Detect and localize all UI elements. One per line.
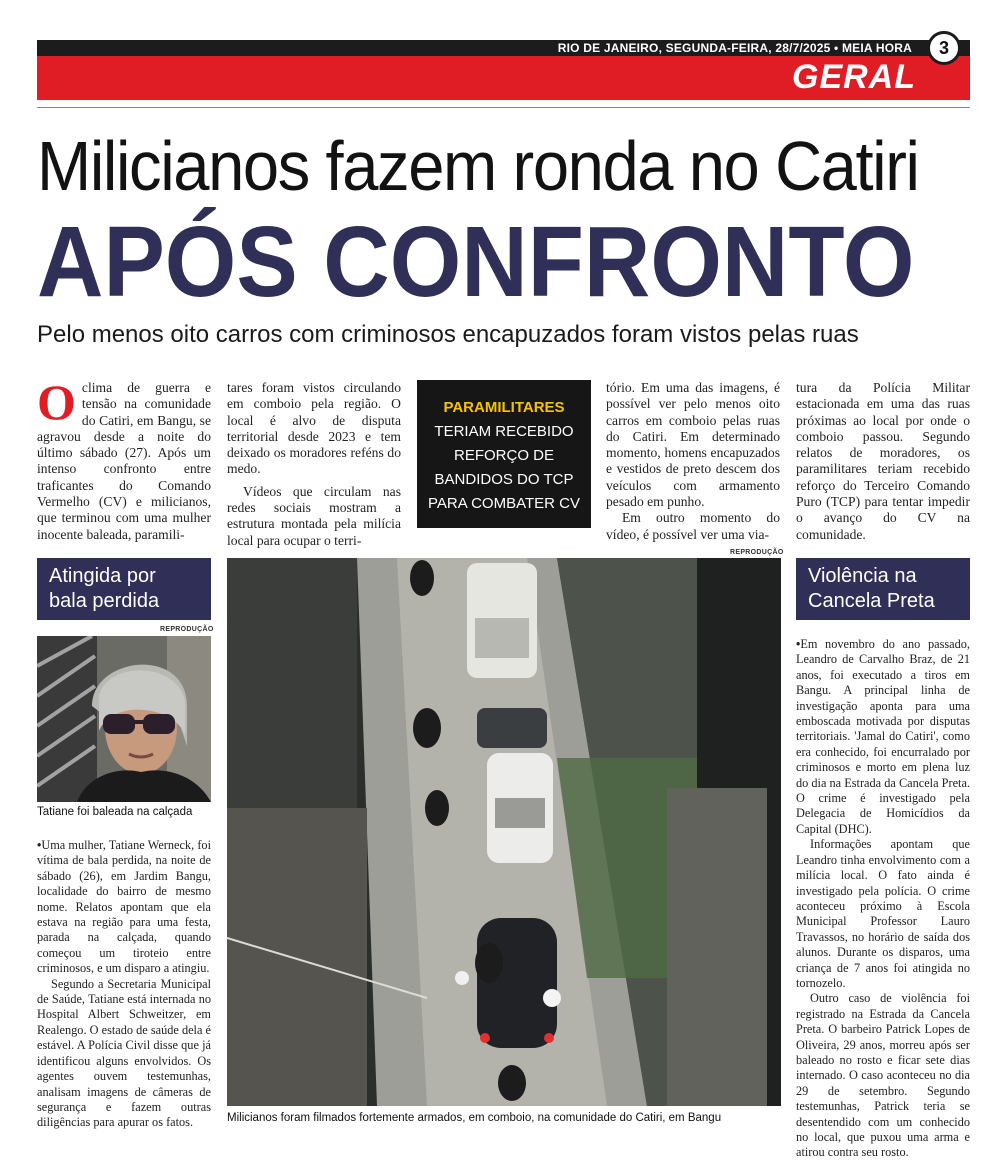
body-text: Informações apontam que Leandro tinha envolvimento com a milícia local. O fato ainda é investigado pela polícia. O crime aconteceu próximo à Escola Municipal Professor Lauro Travassos, no horário de saída dos alunos. Durante os disparos, uma criança de 7 anos foi atingida no tornozelo. — [796, 837, 970, 990]
bullet: • — [37, 838, 42, 852]
body-text: tares foram vistos circulando em comboio pela região. O local é alvo de disputa territorial desde 2023 e tem deixado os moradores reféns do medo. — [227, 380, 401, 477]
headline-line-1: Milicianos fazem ronda no Catiri — [37, 127, 919, 205]
sidebar-right-heading — [796, 558, 970, 620]
photo-credit: REPRODUÇÃO — [730, 549, 784, 556]
photo-caption: Tatiane foi baleada na calçada — [37, 806, 193, 818]
portrait-photo — [37, 636, 211, 802]
body-text: tura da Polícia Militar estacionada em uma das ruas próximas ao local por onde o comboio passou. Segundo relatos de moradores, os paramilitares teriam recebido reforço do Terceiro Comando Puro (TCP) para tentar impedir o avanço do CV na comunidade. — [796, 380, 970, 542]
section-bar — [37, 56, 970, 100]
portrait-image — [37, 636, 211, 802]
body-column-4 — [796, 380, 970, 543]
divider — [37, 107, 970, 108]
body-text: Segundo a Secretaria Municipal de Saúde, Tatiane está internada no Hospital Albert Schweitzer, em Realengo. O estado de saúde dela é estável. A Polícia Civil disse que já identificou alguns envolvidos. Os agentes ouvem testemunhas, analisam imagens de câmeras de segurança e fazem outras diligências para apurar os fatos. — [37, 976, 211, 1130]
sidebar-heading-line: Atingida por — [49, 565, 156, 587]
convoy-aerial-image — [227, 558, 781, 1106]
page-number: 3 — [927, 31, 961, 65]
sidebar-left-heading — [37, 558, 211, 620]
bullet: • — [796, 637, 801, 651]
sidebar-right-text — [796, 637, 970, 1161]
pull-quote — [417, 380, 591, 528]
body-text: Em novembro do ano passado, Leandro de Carvalho Braz, de 21 anos, foi executado a tiros em Bangu. A principal linha de investigação aponta para uma emboscada motivada por disputas territoriais. 'Jamal do Catiri', como era conhecido, foi encurralado por criminosos e morto em plena luz do dia na Estrada da Cancela Preta. O crime é investigado pela Delegacia de Homicídios da Capital (DHC). — [796, 637, 970, 836]
pull-quote-text: TERIAM RECEBIDO REFORÇO DE BANDIDOS DO TCP PARA COMBATER CV — [428, 423, 580, 512]
body-text: Em outro momento do vídeo, é possível ver uma via- — [606, 510, 780, 542]
body-column-1 — [37, 374, 211, 543]
body-text: Vídeos que circulam nas redes sociais mostram a estrutura montada pela milícia local para ocupar o terri- — [227, 483, 401, 548]
body-column-3 — [606, 380, 780, 543]
headline-line-2: APÓS CONFRONTO — [37, 206, 915, 318]
section-title: GERAL — [792, 58, 916, 96]
sidebar-heading-line: bala perdida — [49, 590, 160, 612]
body-column-2 — [227, 380, 401, 549]
masthead-bar — [37, 40, 970, 56]
body-text: clima de guerra e tensão na comunidade do Catiri, em Bangu, se agravou desde a noite do último sábado (27). Após um intenso confronto entre traficantes do Comando Vermelho (CV) e milicianos, que terminou com uma mulher inocente baleada, paramili- — [37, 380, 211, 542]
sidebar-heading-line: Violência na — [808, 565, 917, 587]
body-text: Uma mulher, Tatiane Werneck, foi vítima de bala perdida, na noite de sábado (26), em Jardim Bangu, localidade do bairro de mesmo nome. Relatos apontam que ela estava na região para uma festa, parada na calçada, quando começou um tiroteio entre criminosos, e um disparo a atingiu. — [37, 838, 211, 976]
sidebar-heading-line: Cancela Preta — [808, 590, 935, 612]
deck: Pelo menos oito carros com criminosos encapuzados foram vistos pelas ruas — [37, 321, 859, 348]
main-photo — [227, 558, 781, 1106]
body-text: tório. Em uma das imagens, é possível ver pelo menos oito carros em comboio pelas ruas do Catiri. Em determinado momento, homens encapuzados e vestidos de preto descem dos veículos com armamento pesado em punho. — [606, 380, 780, 510]
sidebar-left-text — [37, 838, 211, 1131]
dateline: RIO DE JANEIRO, SEGUNDA-FEIRA, 28/7/2025 • MEIA HORA — [557, 41, 912, 55]
pull-quote-kicker: PARAMILITARES — [443, 399, 565, 416]
main-photo-caption: Milicianos foram filmados fortemente armados, em comboio, na comunidade do Catiri, em Bangu — [227, 1112, 722, 1124]
drop-cap: O — [37, 374, 76, 430]
body-text: Outro caso de violência foi registrado na Estrada da Cancela Preta. O barbeiro Patrick Lopes de Oliveira, 29 anos, morreu após ser baleado no rosto e ficar sete dias internado. O caso aconteceu no dia 29 de setembro. Segundo testemunhas, Patrick teria se desentendido com um conhecido no local, que puxou uma arma e atirou contra seu rosto. — [796, 991, 970, 1160]
photo-credit: REPRODUÇÃO — [160, 626, 214, 633]
